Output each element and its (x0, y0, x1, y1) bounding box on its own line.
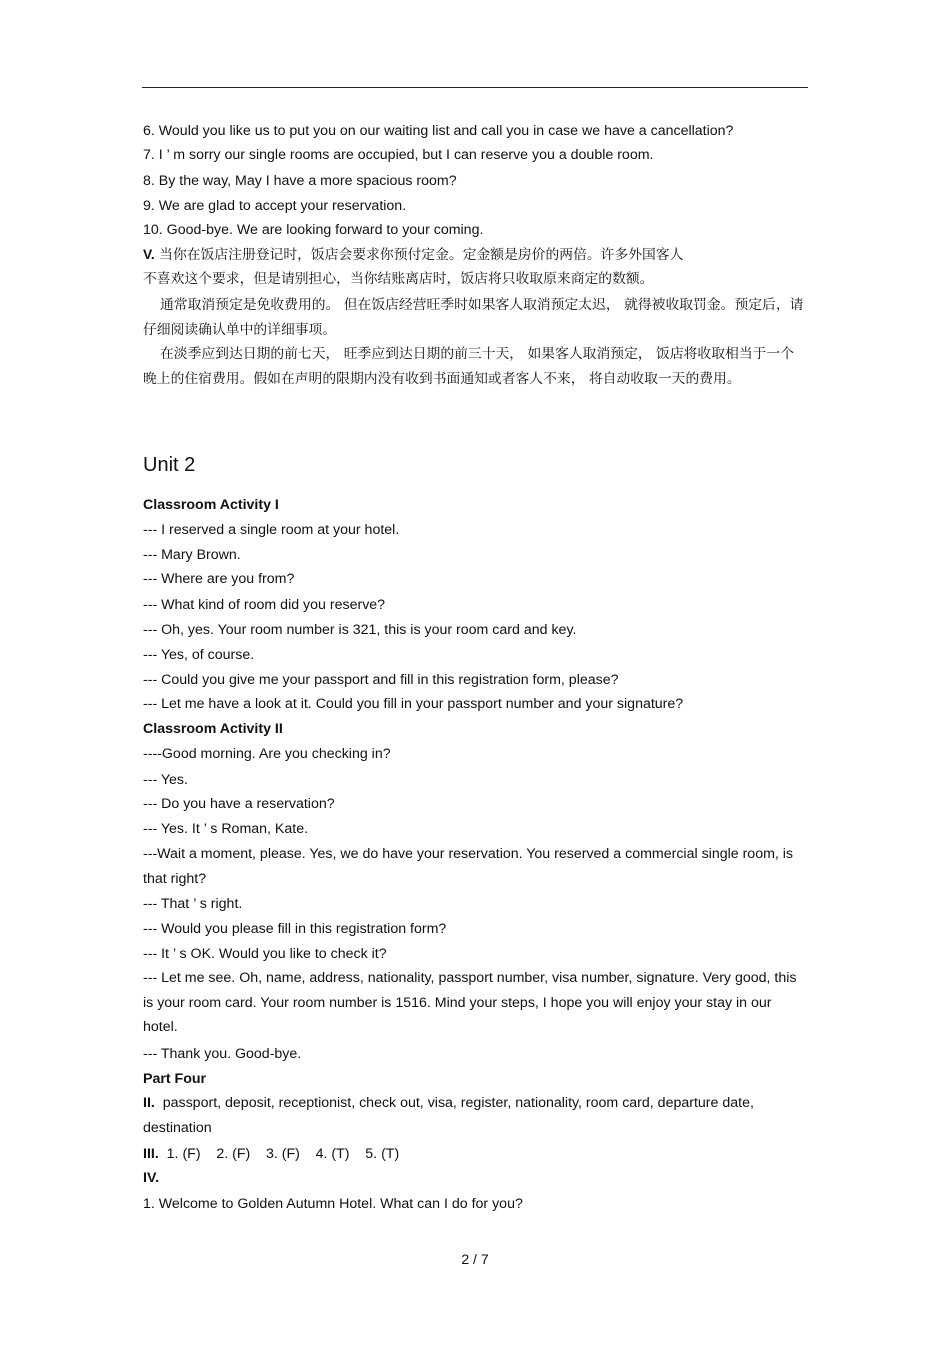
part-four-heading: Part Four (143, 1071, 207, 1087)
part-four-ii-label: II. (143, 1095, 155, 1111)
activity1-line: --- What kind of room did you reserve? (143, 597, 386, 613)
activity1-line: --- Mary Brown. (143, 547, 241, 563)
activity2-line: --- Do you have a reservation? (143, 796, 335, 812)
part-four-iii-label: III. (143, 1146, 159, 1162)
header-rule (142, 87, 808, 88)
activity2-line: --- Let me see. Oh, name, address, nationality, passport number, visa number, signature. Very good, this is your room card. Your room number is 1516. Mind your steps, I hope you will enjoy your stay in our hotel. (143, 970, 797, 1035)
section-v-line2: 不喜欢这个要求，但是请别担心，当你结账离店时，饭店将只收取原来商定的数额。 (143, 271, 654, 287)
activity2-line: ----Good morning. Are you checking in? (143, 746, 391, 762)
answer-line-7: 7. I ’ m sorry our single rooms are occupied, but I can reserve you a double room. (143, 147, 654, 163)
part-four-iii-text: 1. (F) 2. (F) 3. (F) 4. (T) 5. (T) (166, 1146, 400, 1162)
answer-line-9: 9. We are glad to accept your reservation. (143, 198, 407, 214)
part-four-ii (143, 1091, 807, 1140)
answer-line-10: 10. Good-bye. We are looking forward to your coming. (143, 222, 484, 238)
activity2-line: --- Yes. It ’ s Roman, Kate. (143, 821, 309, 837)
part-four-iv-label: IV. (143, 1170, 160, 1186)
activity1-line: --- Oh, yes. Your room number is 321, this is your room card and key. (143, 622, 577, 638)
section-v-text1: 当你在饭店注册登记时，饭店会要求你预付定金。定金额是房价的两倍。许多外国客人 (159, 247, 684, 263)
activity1-line: --- Where are you from? (143, 571, 295, 587)
part-four-iii (143, 1145, 399, 1163)
activity2-line: --- Would you please fill in this registration form? (143, 921, 447, 937)
answer-line-6: 6. Would you like us to put you on our waiting list and call you in case we have a cancellation? (143, 123, 734, 139)
activity1-line: --- Yes, of course. (143, 647, 255, 663)
activity1-heading: Classroom Activity I (143, 497, 279, 513)
part-four-iv-line1: 1. Welcome to Golden Autumn Hotel. What can I do for you? (143, 1196, 523, 1212)
activity2-heading: Classroom Activity II (143, 721, 283, 737)
section-v-paragraph2: 通常取消预定是免收费用的。 但在饭店经营旺季时如果客人取消预定太迟， 就得被收取罚金。预定后，请仔细阅读确认单中的详细事项。 (143, 297, 804, 338)
section-v-paragraph3: 在淡季应到达日期的前七天， 旺季应到达日期的前三十天， 如果客人取消预定， 饭店将收取相当于一个晚上的住宿费用。假如在声明的限期内没有收到书面通知或者客人不来， 将自动收取一天的费用。 (143, 346, 795, 387)
activity2-line: --- Thank you. Good-bye. (143, 1046, 302, 1062)
section-v-line1 (143, 246, 683, 264)
answer-line-8: 8. By the way, May I have a more spacious room? (143, 173, 457, 189)
activity1-line: --- I reserved a single room at your hotel. (143, 522, 400, 538)
activity2-line: ---Wait a moment, please. Yes, we do have your reservation. You reserved a commercial single room, is that right? (143, 846, 794, 887)
part-four-ii-text: passport, deposit, receptionist, check out, visa, register, nationality, room card, departure date, destination (143, 1095, 754, 1136)
page-number: 2 / 7 (461, 1251, 489, 1267)
activity1-line: --- Let me have a look at it. Could you fill in your passport number and your signature? (143, 696, 684, 712)
section-v-label: V. (143, 247, 155, 262)
activity2-line: --- It ’ s OK. Would you like to check it? (143, 946, 387, 962)
activity1-line: --- Could you give me your passport and fill in this registration form, please? (143, 672, 619, 688)
activity2-line: --- Yes. (143, 772, 188, 788)
activity2-line: --- That ’ s right. (143, 896, 243, 912)
unit-title: Unit 2 (143, 454, 196, 476)
